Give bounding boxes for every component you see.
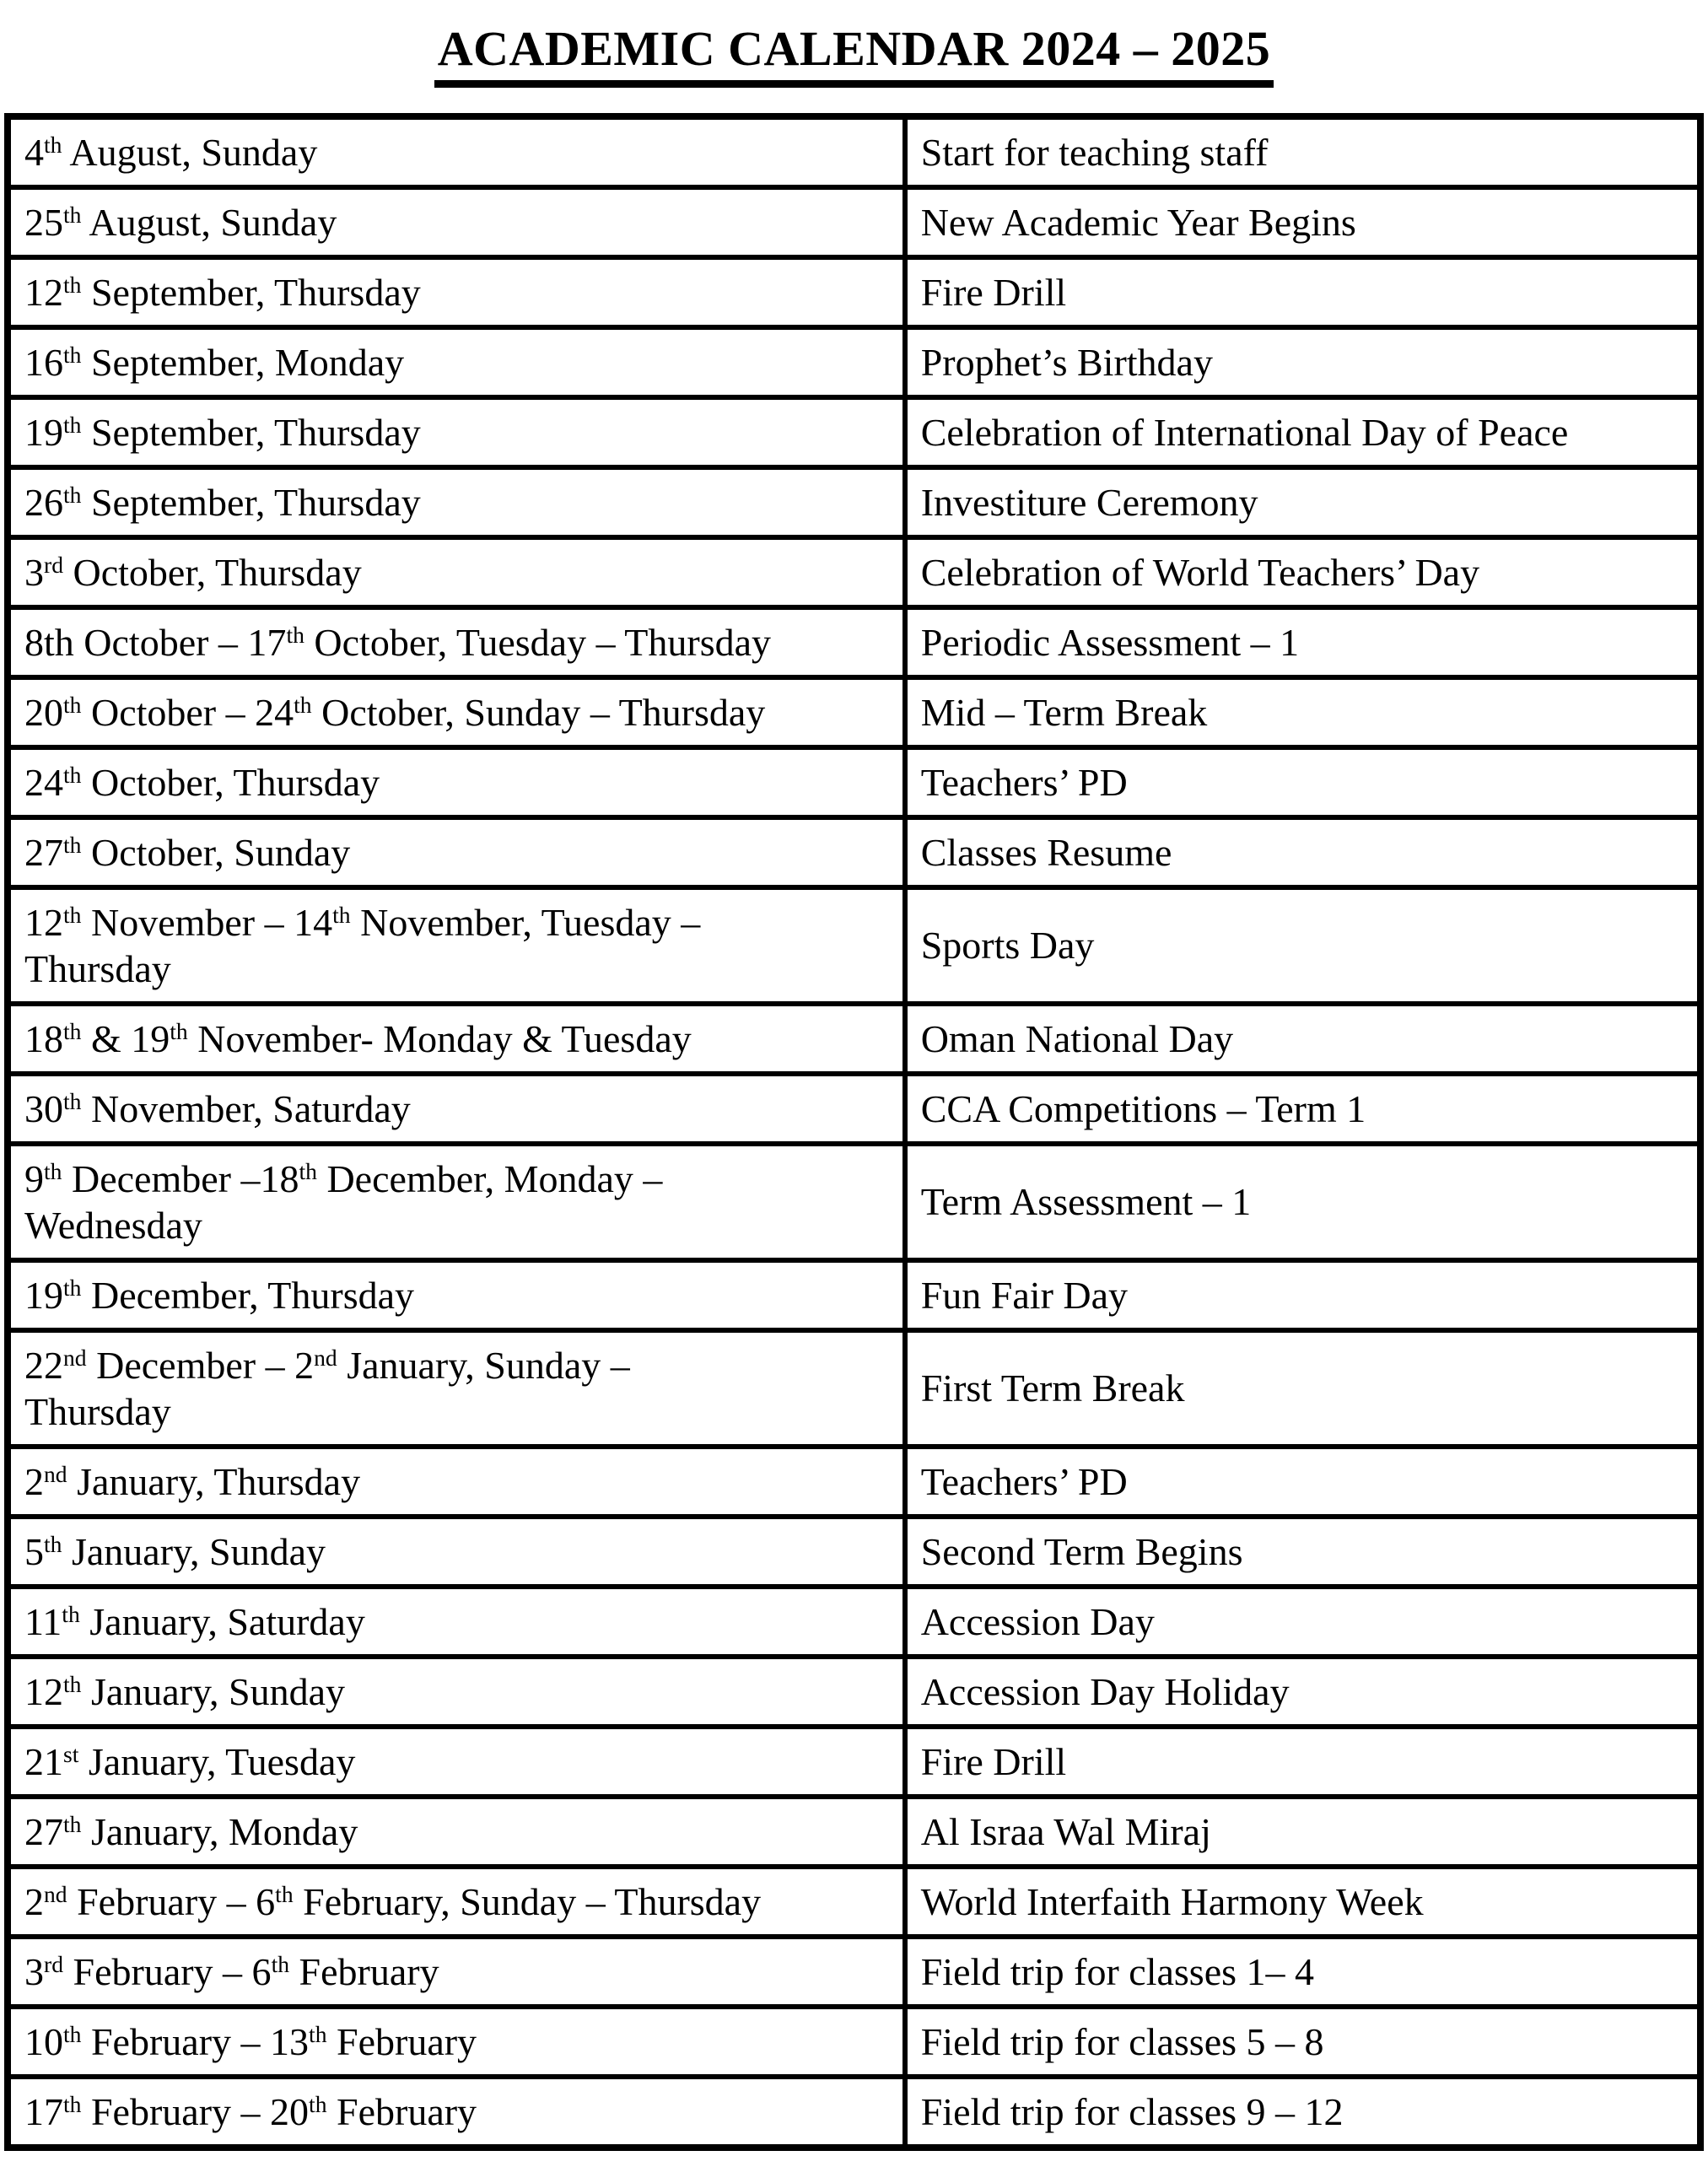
table-row bbox=[8, 1727, 1700, 1797]
event-cell: Oman National Day bbox=[905, 1004, 1700, 1074]
event-cell: CCA Competitions – Term 1 bbox=[905, 1074, 1700, 1144]
page-title bbox=[0, 21, 1708, 88]
date-cell: 12th September, Thursday bbox=[8, 257, 905, 327]
event-cell: Term Assessment – 1 bbox=[905, 1144, 1700, 1260]
event-cell: Investiture Ceremony bbox=[905, 467, 1700, 537]
event-cell: Periodic Assessment – 1 bbox=[905, 607, 1700, 677]
table-row bbox=[8, 607, 1700, 677]
event-cell: Mid – Term Break bbox=[905, 677, 1700, 747]
table-row bbox=[8, 747, 1700, 817]
date-cell: 30th November, Saturday bbox=[8, 1074, 905, 1144]
event-cell: Teachers’ PD bbox=[905, 1447, 1700, 1517]
event-cell: First Term Break bbox=[905, 1330, 1700, 1447]
date-cell: 22nd December – 2nd January, Sunday – Thursday bbox=[8, 1330, 905, 1447]
table-row bbox=[8, 1144, 1700, 1260]
date-cell: 11th January, Saturday bbox=[8, 1587, 905, 1657]
table-row bbox=[8, 1004, 1700, 1074]
event-cell: Teachers’ PD bbox=[905, 747, 1700, 817]
date-cell: 24th October, Thursday bbox=[8, 747, 905, 817]
event-cell: World Interfaith Harmony Week bbox=[905, 1867, 1700, 1937]
table-row bbox=[8, 1447, 1700, 1517]
event-cell: Second Term Begins bbox=[905, 1517, 1700, 1587]
table-row bbox=[8, 1867, 1700, 1937]
table-row bbox=[8, 1517, 1700, 1587]
table-row bbox=[8, 187, 1700, 257]
table-row bbox=[8, 467, 1700, 537]
date-cell: 2nd February – 6th February, Sunday – Thursday bbox=[8, 1867, 905, 1937]
date-cell: 27th October, Sunday bbox=[8, 817, 905, 887]
event-cell: New Academic Year Begins bbox=[905, 187, 1700, 257]
table-row bbox=[8, 1797, 1700, 1867]
table-row bbox=[8, 1937, 1700, 2007]
date-cell: 20th October – 24th October, Sunday – Thursday bbox=[8, 677, 905, 747]
table-row bbox=[8, 677, 1700, 747]
table-row bbox=[8, 2077, 1700, 2148]
date-cell: 8th October – 17th October, Tuesday – Thursday bbox=[8, 607, 905, 677]
event-cell: Prophet’s Birthday bbox=[905, 327, 1700, 397]
event-cell: Field trip for classes 1– 4 bbox=[905, 1937, 1700, 2007]
event-cell: Field trip for classes 9 – 12 bbox=[905, 2077, 1700, 2148]
date-cell: 12th January, Sunday bbox=[8, 1657, 905, 1727]
event-cell: Fun Fair Day bbox=[905, 1260, 1700, 1330]
date-cell: 19th September, Thursday bbox=[8, 397, 905, 467]
date-cell: 3rd February – 6th February bbox=[8, 1937, 905, 2007]
table-row bbox=[8, 1587, 1700, 1657]
table-row bbox=[8, 327, 1700, 397]
event-cell: Fire Drill bbox=[905, 257, 1700, 327]
table-row bbox=[8, 257, 1700, 327]
date-cell: 16th September, Monday bbox=[8, 327, 905, 397]
event-cell: Start for teaching staff bbox=[905, 116, 1700, 187]
date-cell: 25th August, Sunday bbox=[8, 187, 905, 257]
event-cell: Sports Day bbox=[905, 887, 1700, 1004]
table-row bbox=[8, 1657, 1700, 1727]
page-title-text: ACADEMIC CALENDAR 2024 – 2025 bbox=[434, 24, 1274, 88]
date-cell: 5th January, Sunday bbox=[8, 1517, 905, 1587]
event-cell: Al Israa Wal Miraj bbox=[905, 1797, 1700, 1867]
date-cell: 2nd January, Thursday bbox=[8, 1447, 905, 1517]
event-cell: Celebration of International Day of Peace bbox=[905, 397, 1700, 467]
table-row bbox=[8, 397, 1700, 467]
date-cell: 27th January, Monday bbox=[8, 1797, 905, 1867]
academic-calendar-table bbox=[4, 113, 1704, 2151]
event-cell: Classes Resume bbox=[905, 817, 1700, 887]
date-cell: 9th December –18th December, Monday – Wednesday bbox=[8, 1144, 905, 1260]
date-cell: 19th December, Thursday bbox=[8, 1260, 905, 1330]
table-row bbox=[8, 1260, 1700, 1330]
table-row bbox=[8, 537, 1700, 607]
date-cell: 26th September, Thursday bbox=[8, 467, 905, 537]
table-row bbox=[8, 817, 1700, 887]
date-cell: 12th November – 14th November, Tuesday – Thursday bbox=[8, 887, 905, 1004]
date-cell: 21st January, Tuesday bbox=[8, 1727, 905, 1797]
date-cell: 17th February – 20th February bbox=[8, 2077, 905, 2148]
table-row bbox=[8, 887, 1700, 1004]
table-row bbox=[8, 1330, 1700, 1447]
event-cell: Accession Day bbox=[905, 1587, 1700, 1657]
date-cell: 10th February – 13th February bbox=[8, 2007, 905, 2077]
event-cell: Accession Day Holiday bbox=[905, 1657, 1700, 1727]
event-cell: Fire Drill bbox=[905, 1727, 1700, 1797]
table-row bbox=[8, 116, 1700, 187]
date-cell: 18th & 19th November- Monday & Tuesday bbox=[8, 1004, 905, 1074]
date-cell: 4th August, Sunday bbox=[8, 116, 905, 187]
table-row bbox=[8, 1074, 1700, 1144]
date-cell: 3rd October, Thursday bbox=[8, 537, 905, 607]
event-cell: Field trip for classes 5 – 8 bbox=[905, 2007, 1700, 2077]
table-row bbox=[8, 2007, 1700, 2077]
event-cell: Celebration of World Teachers’ Day bbox=[905, 537, 1700, 607]
